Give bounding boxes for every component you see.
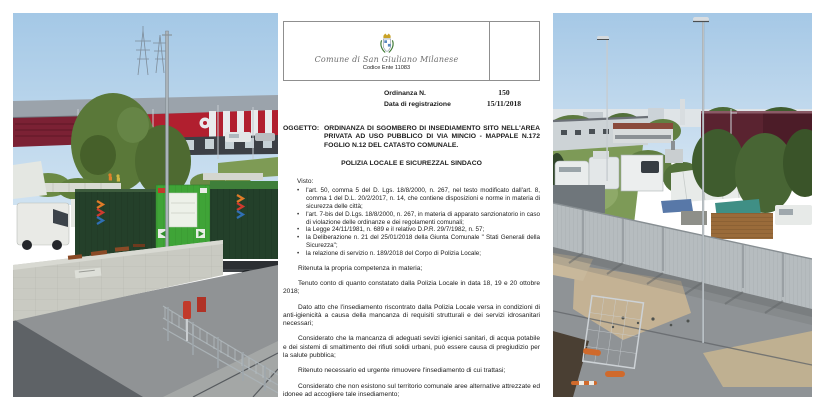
subject-text: ORDINANZA DI SGOMBERO DI INSEDIAMENTO SITO NELL'AREA PRIVATA AD USO PUBBLICO DI VIA MINCIO - MAPPALE N.172 FOGLIO N.12 DEL CATASTO COMUNALE.	[324, 125, 540, 149]
registration-block	[283, 88, 540, 110]
gray-car	[255, 133, 275, 141]
comune-crest-icon	[378, 32, 396, 54]
comune-header-cell	[284, 22, 489, 80]
header-empty-cell	[489, 22, 539, 80]
bullet-icon: •	[297, 226, 300, 234]
photo-right-road-fence	[553, 13, 812, 397]
visto-label: Visto:	[297, 178, 314, 186]
paragraph-dato-atto: Dato atto che l'insediamento riscontrato dalla Polizia Locale versa in condizioni di anti-igienicità a causa della mancanza di requisiti strutturali e dei servizi idrosanitari necessari;	[283, 303, 540, 328]
blue-tarp	[661, 199, 693, 213]
visto-list	[297, 187, 540, 257]
ordinance-document	[278, 0, 553, 413]
paragraph-considerato-mancanza: Considerato che la mancanza di adeguati sevizi igienici sanitari, di acqua potabile e dei sistemi di smaltimento dei rifiuti solidi urbani, può essere causa di pregiudizio per la salute pubblica;	[283, 335, 540, 359]
document-body	[283, 125, 540, 399]
document-header	[283, 21, 540, 81]
white-van	[17, 203, 69, 250]
registration-date-value: 15/11/2018	[486, 99, 522, 108]
paragraph-tenuto-conto: Tenuto conto di quanto constatato dalla Polizia Locale in data 18, 19 e 20 ottobre 2018;	[283, 279, 540, 296]
comune-name: Comune di San Giuliano Milanese	[314, 54, 459, 64]
ordinance-number-value: 150	[498, 88, 510, 97]
paragraph-ritenuto-necessario: Ritenuto necessario ed urgente rimuovere l'insediamento di cui trattasi;	[298, 367, 506, 375]
subject-block	[283, 125, 540, 150]
codice-ente: Codice Ente 11083	[362, 64, 411, 71]
white-tent	[13, 161, 47, 199]
paragraph-ritenuta: Ritenuta la propria competenza in materia;	[298, 264, 423, 272]
visto-item: • l'art. 50, comma 5 del D. Lgs. 18/8/2000, n. 267, nel testo modificato dall'art. 8, comma 1 del D.L. 20/2/2017, n. 14, che contiene disposizioni e norme in materia di sicurezza delle città;	[297, 187, 540, 211]
visto-item: • la Legge 24/11/1981, n. 689 e il relativo D.P.R. 29/7/1982, n. 57;	[297, 226, 485, 234]
visto-item: • la relazione di servizio n. 189/2018 del Corpo di Polizia Locale;	[297, 249, 482, 257]
paragraph-considerato-aree: Considerato che non esistono sul territorio comunale aree alternative attrezzate ed idonee ad accogliere tale insediamento;	[283, 382, 540, 398]
photo-left-containers	[13, 13, 278, 397]
red-roof-building	[613, 123, 673, 129]
visto-item: • l'art. 7-bis del D.Lgs. 18/8/2000, n. 267, in materia di apparato sanzionatorio in caso di violazione delle ordinanze e dei regolamenti comunali;	[297, 210, 540, 226]
visto-item: • la Deliberazione n. 21 del 25/01/2018 della Giunta Comunale " Stati Generali della Sicurezza";	[297, 234, 540, 250]
registration-date-label: Data di registrazione	[384, 101, 451, 108]
ordinance-number-label: Ordinanza N.	[384, 90, 426, 97]
bullet-icon: •	[297, 187, 300, 195]
bullet-icon: •	[297, 234, 300, 242]
department-heading: POLIZIA LOCALE E SICUREZZAL SINDACO	[341, 160, 482, 168]
bullet-icon: •	[297, 210, 300, 218]
bullet-icon: •	[297, 249, 300, 257]
subject-label: OGGETTO:	[283, 125, 320, 132]
